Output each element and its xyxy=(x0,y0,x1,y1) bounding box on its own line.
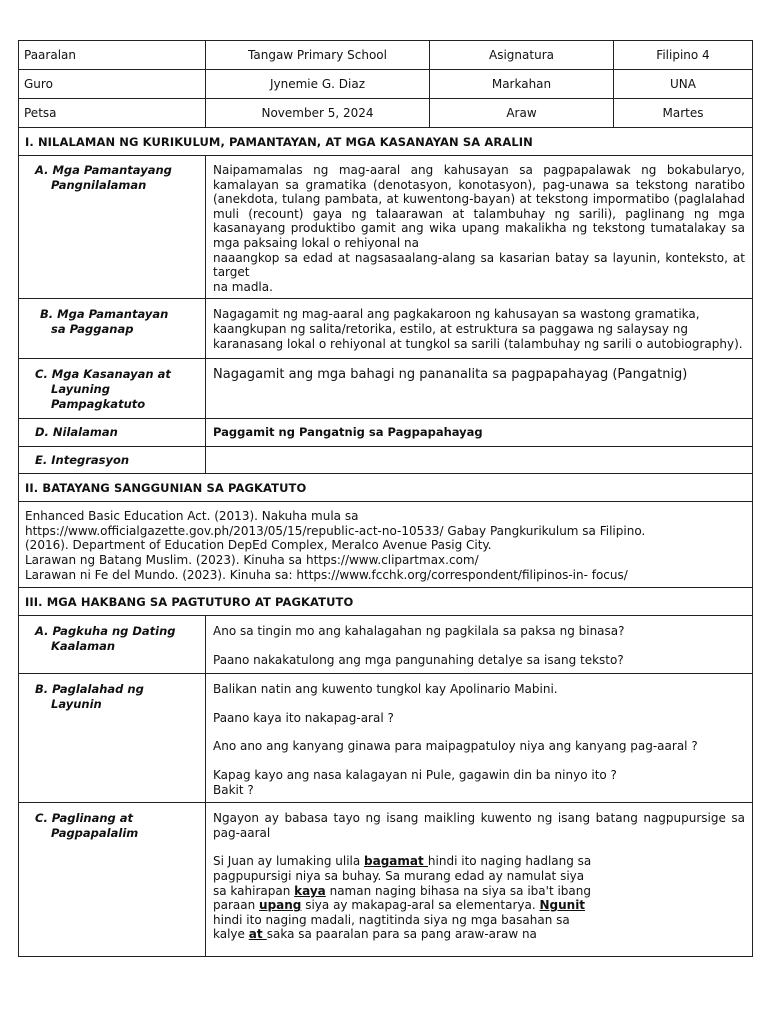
school-label: Paaralan xyxy=(19,41,206,70)
date-label: Petsa xyxy=(19,99,206,128)
content-standards-row xyxy=(19,156,753,299)
story-intro: Ngayon ay babasa tayo ng isang maikling kuwento ng isang batang nagpupursige sa pag-aaral xyxy=(213,811,745,840)
label-line: C. Mga Kasanayan at xyxy=(35,367,171,382)
question: Paano kaya ito nakapag-aral ? xyxy=(213,710,394,725)
performance-standards-text: Nagagamit ng mag-aaral ang pagkakaroon ng kahusayan sa wastong gramatika, kaangkupan ng salita/retorika, estilo, at estruktura sa paggawa ng salaysay ng karanasang lokal o rehiyonal at tungkol sa sarili (talambuhay ng sarili o autobiography). xyxy=(206,299,753,359)
cell-bottom-space xyxy=(213,942,745,956)
label-line: Layuning xyxy=(51,382,110,397)
header-row-school xyxy=(19,41,753,70)
section-3-heading: III. MGA HAKBANG SA PAGTUTURO AT PAGKATUTO xyxy=(19,588,753,616)
references-row xyxy=(19,502,753,588)
story-text: saka sa paaralan para sa pang araw-araw na xyxy=(266,927,537,942)
objectives-row xyxy=(19,674,753,803)
label-line: C. Paglinang at xyxy=(35,811,134,826)
competencies-row xyxy=(19,359,753,419)
content-row xyxy=(19,419,753,447)
prior-knowledge-label xyxy=(19,616,206,674)
question: Ano sa tingin mo ang kahalagahan ng pagkilala sa paksa ng binasa? xyxy=(213,624,625,639)
section-1-heading: I. NILALAMAN NG KURIKULUM, PAMANTAYAN, AT MGA KASANAYAN SA ARALIN xyxy=(19,128,753,156)
reference-line: Larawan ng Batang Muslim. (2023). Kinuha sa https://www.clipartmax.com/ xyxy=(25,552,479,567)
content-standards-text xyxy=(206,156,753,299)
development-label xyxy=(19,803,206,957)
story-text: sa kahirapan xyxy=(213,883,295,898)
label-line: B. Mga Pamantayan xyxy=(40,307,169,322)
development-text xyxy=(206,803,753,957)
label-line: Pangnilalaman xyxy=(51,178,147,192)
objectives-label xyxy=(19,674,206,803)
story-line xyxy=(213,898,745,913)
label-line: B. Paglalahad ng xyxy=(35,682,144,697)
question: Paano nakakatulong ang mga pangunahing detalye sa isang teksto? xyxy=(213,652,624,667)
reference-line: https://www.officialgazette.gov.ph/2013/05/15/republic-act-no-10533/ Gabay Pangkurikulum sa Filipino. xyxy=(25,523,646,538)
reference-line: Larawan ni Fe del Mundo. (2023). Kinuha sa: https://www.fcchk.org/correspondent/filipinos-in- focus/ xyxy=(25,567,628,582)
question: Kapag kayo ang nasa kalagayan ni Pule, gagawin din ba ninyo ito ? xyxy=(213,768,617,783)
conjunction-highlight: upang xyxy=(259,898,302,913)
section-1-heading-row xyxy=(19,128,753,156)
section-2-heading-row xyxy=(19,474,753,502)
content-label: D. Nilalaman xyxy=(19,419,206,447)
header-row-teacher xyxy=(19,70,753,99)
teacher-label: Guro xyxy=(19,70,206,99)
content-standards-para: naaangkop sa edad at nagsasaalang-alang sa kasarian batay sa layunin, konteksto, at target xyxy=(213,250,745,280)
prior-knowledge-text xyxy=(206,616,753,674)
competencies-label xyxy=(19,359,206,419)
story-line: hindi ito naging madali, nagtitinda siya ng mga basahan sa xyxy=(213,912,570,927)
content-text: Paggamit ng Pangatnig sa Pagpapahayag xyxy=(206,419,753,447)
performance-standards-label xyxy=(19,299,206,359)
story-line xyxy=(213,884,745,899)
integration-label: E. Integrasyon xyxy=(19,447,206,474)
quarter-label: Markahan xyxy=(430,70,614,99)
reference-line: Enhanced Basic Education Act. (2013). Nakuha mula sa xyxy=(25,509,359,524)
school-value: Tangaw Primary School xyxy=(206,41,430,70)
header-row-date xyxy=(19,99,753,128)
conjunction-highlight: kaya xyxy=(294,883,326,898)
label-line: Layunin xyxy=(51,697,102,712)
label-line: sa Pagganap xyxy=(51,322,134,337)
story-text: Si Juan ay lumaking ulila xyxy=(213,854,365,869)
day-value: Martes xyxy=(614,99,753,128)
story-passage xyxy=(213,854,745,942)
competencies-text: Nagagamit ang mga bahagi ng pananalita sa pagpapahayag (Pangatnig) xyxy=(206,359,753,419)
story-text: kalye xyxy=(213,927,249,942)
section-2-heading: II. BATAYANG SANGGUNIAN SA PAGKATUTO xyxy=(19,474,753,502)
story-line: pagpupursigi niya sa buhay. Sa murang edad ay namulat siya xyxy=(213,869,585,884)
prior-knowledge-row xyxy=(19,616,753,674)
reference-line: (2016). Department of Education DepEd Complex, Meralco Avenue Pasig City. xyxy=(25,538,492,553)
quarter-value: UNA xyxy=(614,70,753,99)
integration-text xyxy=(206,447,753,474)
lesson-plan-table xyxy=(18,40,753,957)
story-line xyxy=(213,854,745,869)
development-row xyxy=(19,803,753,957)
references-list xyxy=(19,502,753,588)
story-text: paraan xyxy=(213,898,260,913)
story-text: siya ay makapag-aral sa elementarya. xyxy=(301,898,540,913)
content-standards-para: Naipamamalas ng mag-aaral ang kahusayan sa pagpapalawak ng bokabularyo, kamalayan sa gramatika (denotasyon, konotasyon), pag-unawa sa tekstong naratibo (anekdota, tulang pambata, at kuwentong-bayan) at tekstong impormatibo (paglalahad muli (recount) gaya ng talaarawan at talambuhay ng sarili), paglinang ng mga kasanayang produktibo gamit ang wika upang makalikha ng tekstong tumatalakay sa mga paksaing lokal o rehiyonal na xyxy=(213,163,745,250)
conjunction-highlight: at xyxy=(248,927,267,942)
label-line: A. Pagkuha ng Dating xyxy=(35,624,176,639)
lesson-plan-document xyxy=(18,40,752,957)
objectives-text xyxy=(206,674,753,803)
teacher-value: Jynemie G. Diaz xyxy=(206,70,430,99)
story-text: naman naging bihasa na siya sa iba't ibang xyxy=(325,883,591,898)
subject-label: Asignatura xyxy=(430,41,614,70)
label-line: Pagpapalalim xyxy=(51,826,139,841)
question: Balikan natin ang kuwento tungkol kay Apolinario Mabini. xyxy=(213,682,558,697)
conjunction-highlight: bagamat xyxy=(364,854,428,869)
question: Ano ano ang kanyang ginawa para maipagpatuloy niya ang kanyang pag-aaral ? xyxy=(213,739,698,754)
label-line: Kaalaman xyxy=(51,639,116,654)
section-3-heading-row xyxy=(19,588,753,616)
label-line: A. Mga Pamantayang xyxy=(35,163,172,177)
content-standards-para: na madla. xyxy=(213,279,273,294)
content-standards-label xyxy=(19,156,206,299)
label-line: Pampagkatuto xyxy=(51,397,146,412)
conjunction-highlight: Ngunit xyxy=(539,898,586,913)
story-text: hindi ito naging hadlang sa xyxy=(427,854,592,869)
day-label: Araw xyxy=(430,99,614,128)
integration-row xyxy=(19,447,753,474)
story-line xyxy=(213,927,745,942)
question: Bakit ? xyxy=(213,782,254,797)
subject-value: Filipino 4 xyxy=(614,41,753,70)
date-value: November 5, 2024 xyxy=(206,99,430,128)
performance-standards-row xyxy=(19,299,753,359)
